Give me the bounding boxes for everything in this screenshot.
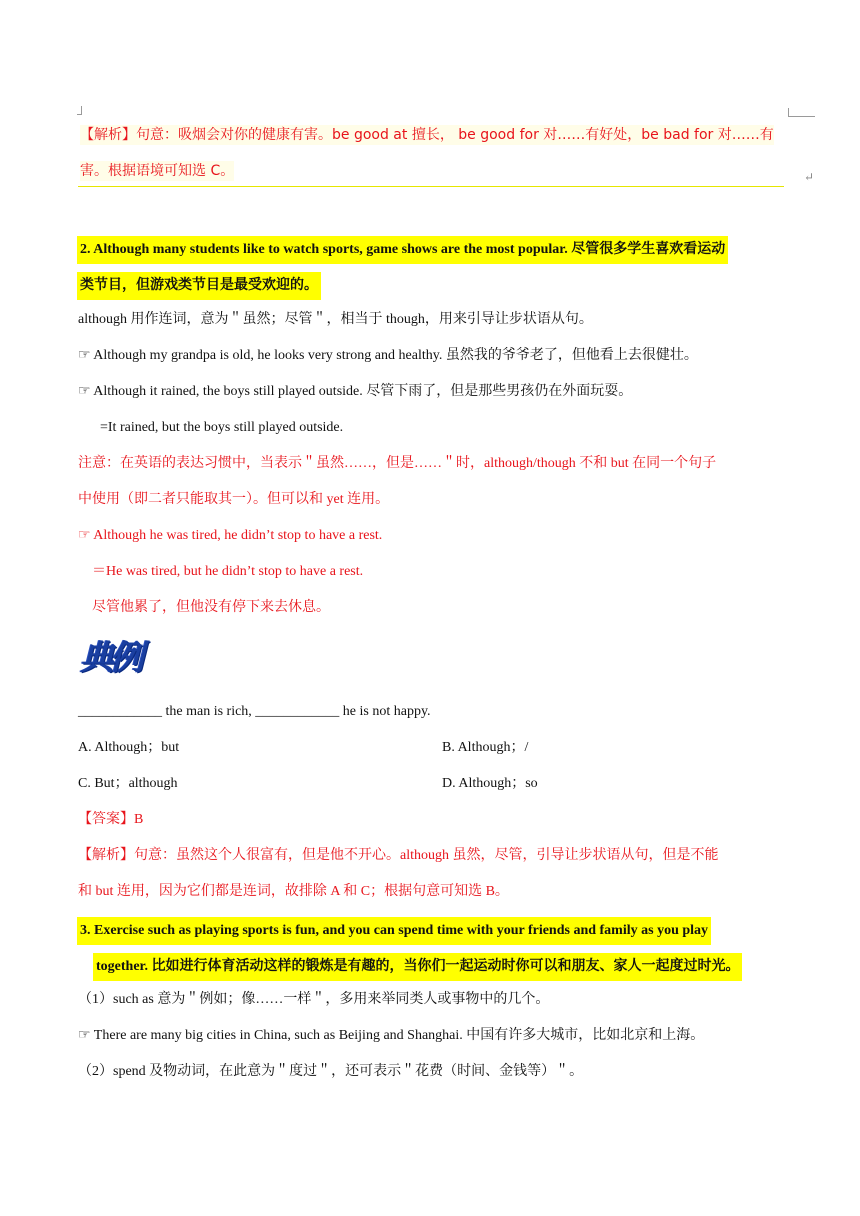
- question-stem: ____________ the man is rich, ____________ he is not happy.: [78, 704, 431, 719]
- analysis-line-2: 和 but 连用，因为它们都是连词，故排除 A 和 C；根据句意可知选 B。: [78, 884, 509, 899]
- section-2-title-line-2: 类节目，但游戏类节目是最受欢迎的。: [77, 272, 321, 300]
- page-corner-mark-right: [788, 108, 815, 117]
- section-3-title-line-2: together. 比如进行体育活动这样的锻炼是有趣的，当你们一起运动时你可以和朋友、家人一起度过时光。: [93, 953, 742, 981]
- typical-example-logo: [80, 632, 168, 684]
- section-3-title-line-1: 3. Exercise such as playing sports is fun, and you can spend time with your friends and family as you play: [77, 917, 711, 945]
- note-example-alt: ＝He was tired, but he didn’t stop to have a rest.: [92, 564, 364, 579]
- answer: 【答案】B: [78, 812, 144, 827]
- section-2-example-2: ☞ Although it rained, the boys still played outside. 尽管下雨了，但是那些男孩仍在外面玩耍。: [78, 384, 633, 399]
- section-3-point-1: （1）such as 意为＂例如；像……一样＂，多用来举同类人或事物中的几个。: [78, 992, 550, 1007]
- section-3-point-2: （2）spend 及物动词，在此意为＂度过＂，还可表示＂花费（时间、金钱等）＂。: [78, 1064, 584, 1079]
- section-2-example-2-alt: =It rained, but the boys still played outside.: [100, 420, 344, 435]
- note-example-cn: 尽管他累了，但他没有停下来去休息。: [92, 600, 330, 615]
- analysis-line-1: 【解析】句意：虽然这个人很富有，但是他不开心。although 虽然，尽管，引导让步状语从句，但是不能: [78, 848, 719, 863]
- note-example: ☞ Although he was tired, he didn’t stop to have a rest.: [78, 528, 383, 543]
- note-line-1: 注意：在英语的表达习惯中，当表示＂虽然……，但是……＂时，although/though 不和 but 在同一个句子: [78, 456, 717, 471]
- paragraph-mark-icon: ↵: [804, 170, 815, 184]
- analysis-top-line-1: 【解析】句意：吸烟会对你的健康有害。be good at 擅长， be good for 对……有好处，be bad for 对……有: [80, 127, 774, 143]
- option-b: B. Although；/: [442, 740, 529, 755]
- note-line-2: 中使用（即二者只能取其一）。但可以和 yet 连用。: [78, 492, 390, 507]
- option-a: A. Although；but: [78, 740, 180, 755]
- section-3-example-1: ☞ There are many big cities in China, such as Beijing and Shanghai. 中国有许多大城市，比如北京和上海。: [78, 1028, 705, 1043]
- analysis-top-line-2: 害。根据语境可知选 C。: [80, 163, 235, 179]
- option-d: D. Although；so: [442, 776, 538, 791]
- section-2-title-line-1: 2. Although many students like to watch sports, game shows are the most popular. 尽管很多学生喜欢看运动: [77, 236, 728, 264]
- option-c: C. But；although: [78, 776, 178, 791]
- section-2-example-1: ☞ Although my grandpa is old, he looks very strong and healthy. 虽然我的爷爷老了，但他看上去很健壮。: [78, 348, 698, 363]
- typical-example-logo-text: 典例: [80, 638, 140, 678]
- page-corner-mark-left: [77, 106, 82, 115]
- section-2-explanation: although 用作连词，意为＂虽然；尽管＂，相当于 though，用来引导让步状语从句。: [78, 312, 593, 327]
